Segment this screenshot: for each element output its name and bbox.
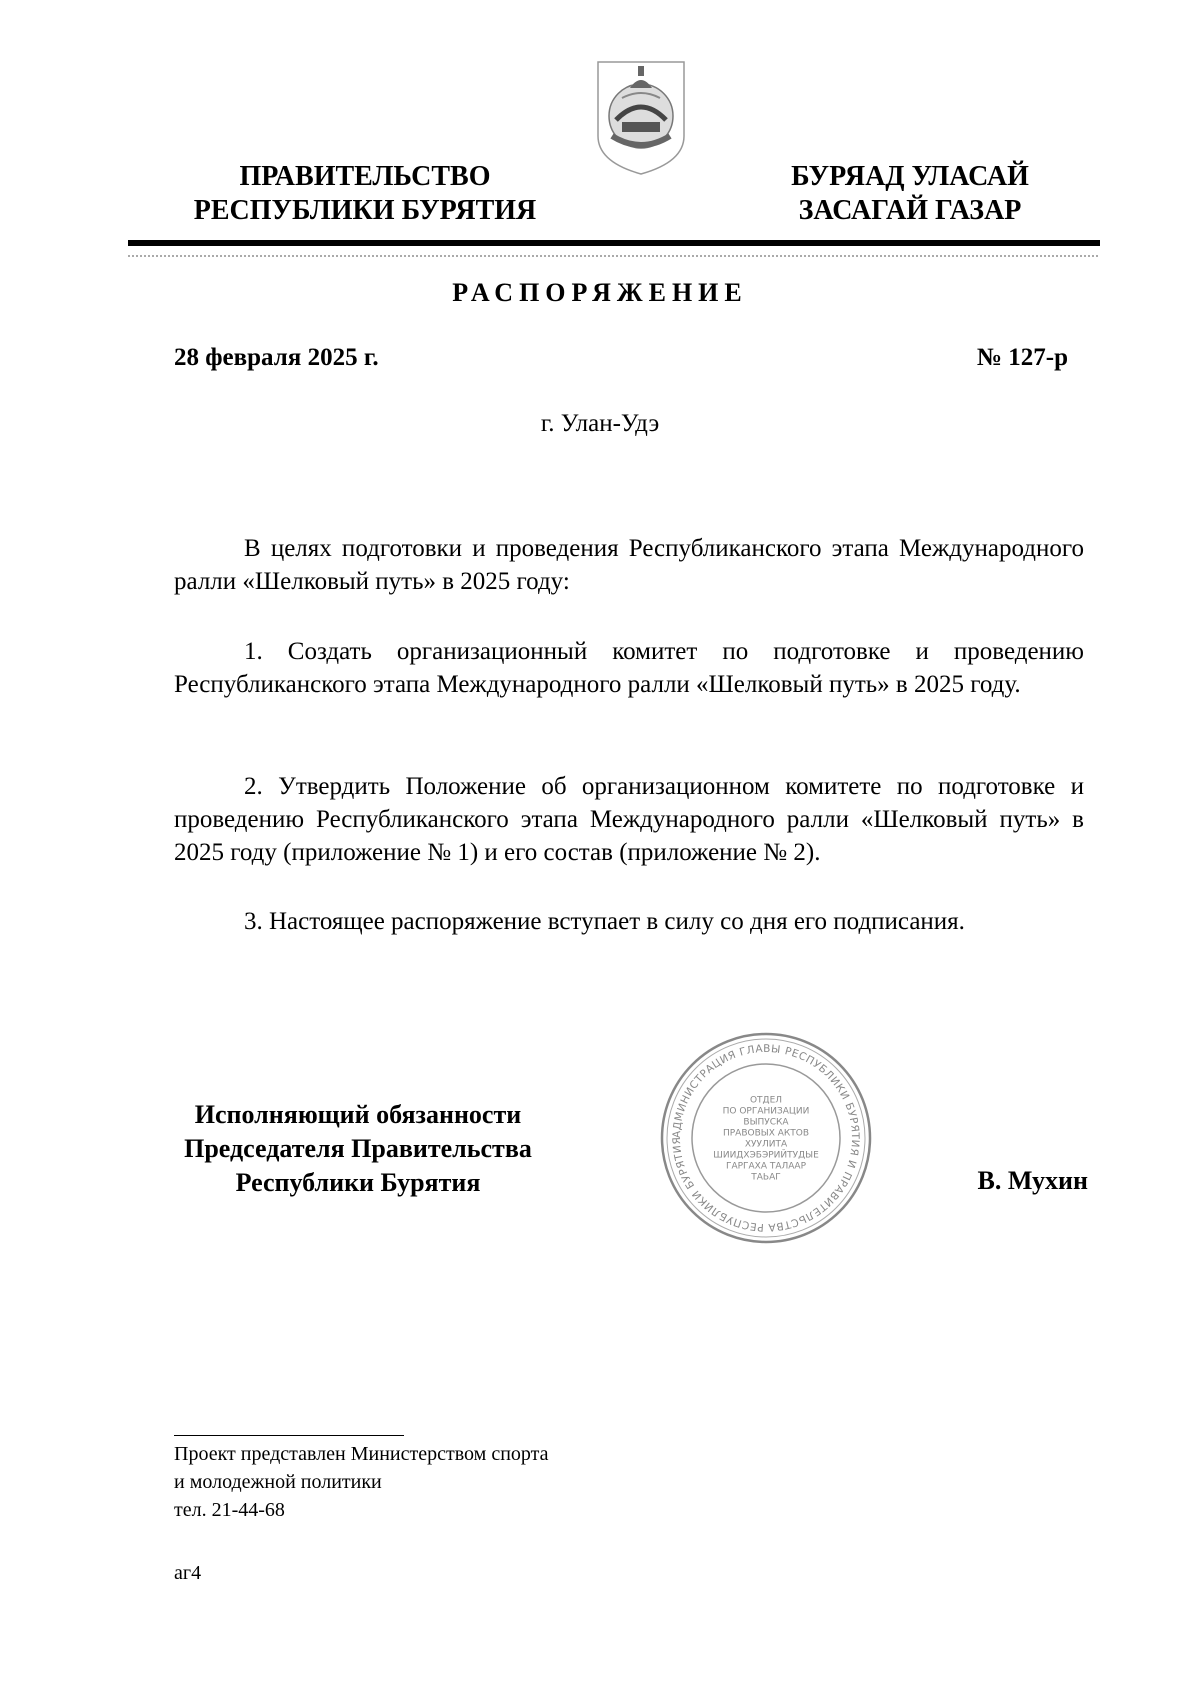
signatory-title <box>148 1098 568 1200</box>
item1-text: 1. Создать организационный комитет по подготовке и проведению Республиканского этапа Международного ралли «Шелковый путь» в 2025 году. <box>174 638 1084 698</box>
footer-line3: тел. 21-44-68 <box>174 1499 285 1521</box>
stamp-center-line: ПРАВОВЫХ АКТОВ <box>722 1128 810 1139</box>
body-paragraph-item1 <box>174 635 1084 701</box>
item3-text: 3. Настоящее распоряжение вступает в силу со дня его подписания. <box>244 908 965 935</box>
signatory-line1: Исполняющий обязанности <box>194 1100 522 1129</box>
footer-note <box>174 1440 549 1524</box>
org-name-line2: РЕСПУБЛИКИ БУРЯТИЯ <box>193 195 537 226</box>
org-name-buryat <box>740 160 1080 228</box>
stamp-center-line: ШИИДХЭБЭРИЙТУДЫЕ <box>713 1150 819 1161</box>
stamp-center-line: ПО ОРГАНИЗАЦИИ <box>722 1106 810 1117</box>
body-paragraph-item2 <box>174 770 1084 869</box>
document-date: 28 февраля 2025 г. <box>174 344 379 371</box>
stamp-center-line: ОТДЕЛ <box>749 1095 783 1106</box>
org-name-buryat-line2: ЗАСАГАЙ ГАЗАР <box>798 195 1022 226</box>
document-number: № 127-р <box>976 344 1068 371</box>
item2-text: 2. Утвердить Положение об организационном комитете по подготовке и проведению Республиканского этапа Международного ралли «Шелковый путь» в 2025 году (приложение № 1) и его состав (приложение № 2). <box>174 773 1084 866</box>
footnote-divider <box>174 1435 404 1436</box>
intro-text: В целях подготовки и проведения Республиканского этапа Международного ралли «Шелковый путь» в 2025 году: <box>174 535 1084 595</box>
signatory-name: В. Мухин <box>977 1166 1088 1195</box>
signatory-line2: Председателя Правительства <box>184 1134 532 1163</box>
signatory-line3: Республики Бурятия <box>235 1168 481 1197</box>
stamp-outer-text: АДМИНИСТРАЦИЯ ГЛАВЫ РЕСПУБЛИКИ БУРЯТИЯ И ПРАВИТЕЛЬСТВА РЕСПУБЛИКИ БУРЯТИЯ <box>670 1042 862 1234</box>
org-name-buryat-line1: БУРЯАД УЛАСАЙ <box>791 161 1029 192</box>
footer-line1: Проект представлен Министерством спорта <box>174 1443 549 1465</box>
org-name-line1: ПРАВИТЕЛЬСТВО <box>239 161 491 192</box>
stamp-center-line: ХУУЛИТА <box>744 1139 788 1150</box>
header-divider-thin <box>128 255 1100 257</box>
header-divider-thick <box>128 240 1100 246</box>
stamp-center-line: ВЫПУСКА <box>743 1117 789 1128</box>
document-title: РАСПОРЯЖЕНИЕ <box>452 278 748 307</box>
document-code: аг4 <box>174 1562 202 1584</box>
stamp-center-line: ТАЬАГ <box>751 1172 781 1183</box>
official-stamp-icon <box>658 1030 874 1246</box>
body-paragraph-intro <box>174 532 1084 598</box>
org-name-russian <box>140 160 590 228</box>
body-paragraph-item3 <box>174 905 1084 938</box>
footer-line2: и молодежной политики <box>174 1471 382 1493</box>
document-city: г. Улан-Удэ <box>540 410 660 437</box>
stamp-center-line: ГАРГАХА ТАЛААР <box>725 1161 807 1172</box>
coat-of-arms-icon <box>592 58 690 178</box>
